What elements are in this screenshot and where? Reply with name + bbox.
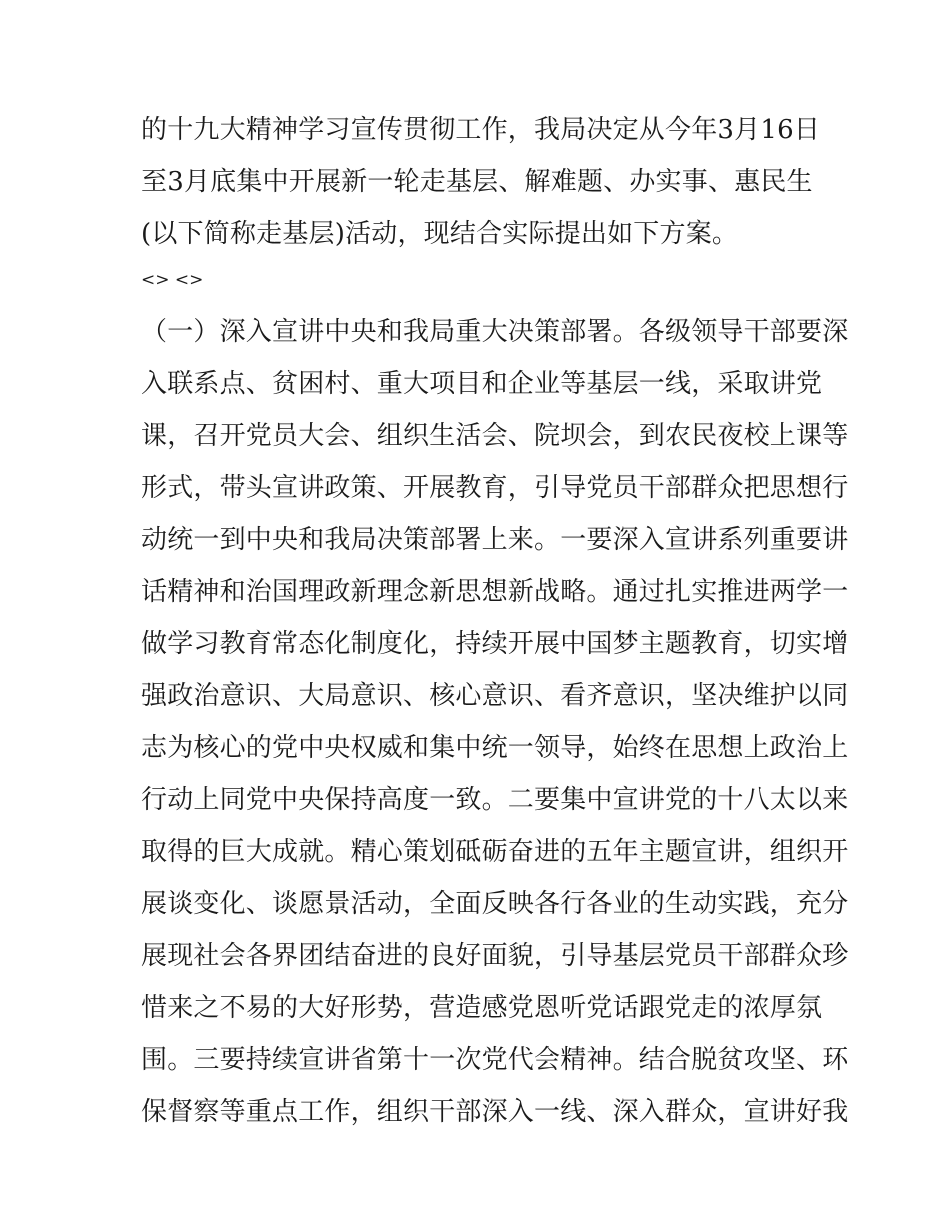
section-line-5: 动统一到中央和我局决策部署上来。一要深入宣讲系列重要讲 xyxy=(141,525,849,555)
section-line-2: 入联系点、贫困村、重大项目和企业等基层一线，采取讲党 xyxy=(141,369,823,399)
section-line-11: 取得的巨大成就。精心策划砥砺奋进的五年主题宣讲，组织开 xyxy=(141,837,849,867)
intro-line-3: (以下简称走基层)活动，现结合实际提出如下方案。 xyxy=(141,219,739,249)
section-marker: <> <> xyxy=(141,270,204,290)
section-line-10: 行动上同党中央保持高度一致。二要集中宣讲党的十八太以来 xyxy=(141,785,849,815)
section-line-3: 课，召开党员大会、组织生活会、院坝会，到农民夜校上课等 xyxy=(141,421,849,451)
section-line-8: 强政治意识、大局意识、核心意识、看齐意识，坚决维护以同 xyxy=(141,681,849,711)
section-line-12: 展谈变化、谈愿景活动，全面反映各行各业的生动实践，充分 xyxy=(141,889,849,919)
section-line-7: 做学习教育常态化制度化，持续开展中国梦主题教育，切实增 xyxy=(141,629,849,659)
intro-line-2: 至3月底集中开展新一轮走基层、解难题、办实事、惠民生 xyxy=(141,167,813,197)
section-line-1: （一）深入宣讲中央和我局重大决策部署。各级领导干部要深 xyxy=(141,317,849,347)
document-body xyxy=(141,104,849,1138)
section-line-13: 展现社会各界团结奋进的良好面貌，引导基层党员干部群众珍 xyxy=(141,941,849,971)
section-line-15: 围。三要持续宣讲省第十一次党代会精神。结合脱贫攻坚、环 xyxy=(141,1045,849,1075)
section-line-6: 话精神和治国理政新理念新思想新战略。通过扎实推进两学一 xyxy=(141,577,849,607)
section-line-9: 志为核心的党中央权威和集中统一领导，始终在思想上政治上 xyxy=(141,733,849,763)
section-line-16: 保督察等重点工作，组织干部深入一线、深入群众，宣讲好我 xyxy=(141,1097,849,1127)
section-line-14: 惜来之不易的大好形势，营造感党恩听党话跟党走的浓厚氛 xyxy=(141,993,823,1023)
section-line-4: 形式，带头宣讲政策、开展教育，引导党员干部群众把思想行 xyxy=(141,473,849,503)
intro-line-1: 的十九大精神学习宣传贯彻工作，我局决定从今年3月16日 xyxy=(141,115,821,145)
